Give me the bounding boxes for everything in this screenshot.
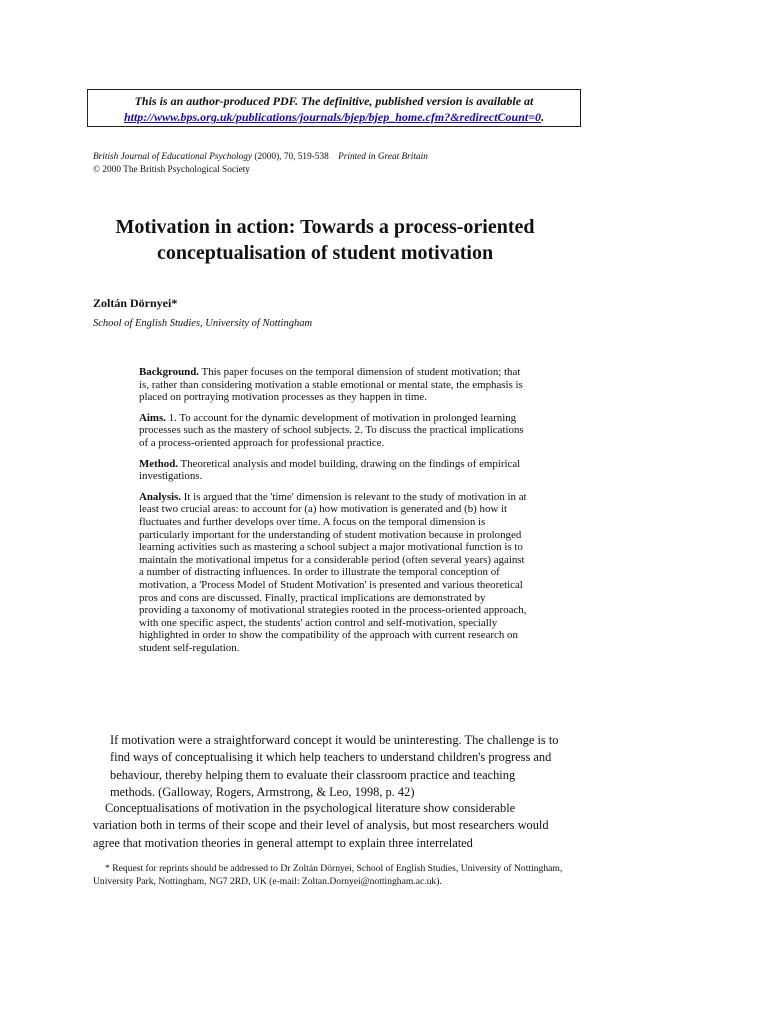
quote-text: If motivation were a straightforward concept it would be uninteresting. The challenge is to find ways of conceptualising it which help teachers to understand children's progress and behaviour, thereby helping them to evaluate their classroom practice and teaching methods. (Galloway, Rogers, Armstrong, & Leo, 1998, p. 42) bbox=[110, 733, 559, 800]
notice-link-period: . bbox=[541, 110, 545, 124]
footnote bbox=[93, 863, 563, 888]
journal-citation bbox=[93, 151, 513, 177]
method-label: Method. bbox=[139, 457, 179, 470]
abstract-method bbox=[139, 458, 529, 483]
publisher-notice-box bbox=[87, 89, 581, 127]
epigraph-quote bbox=[110, 732, 560, 802]
copyright: © 2000 The British Psychological Society bbox=[93, 165, 250, 175]
background-label: Background. bbox=[139, 366, 200, 378]
title-line-2: conceptualisation of student motivation bbox=[156, 242, 494, 264]
analysis-text: It is argued that the 'time' dimension is relevant to the study of motivation in at least two crucial areas: to account for (a) how motivation is generated and (b) how it fluctuates and further develops over time. A focus on the temporal dimension is particularly important for the understanding of student motivation because in prolonged learning activities such as mastering a school subject a major motivational function is to maintain the motivational impetus for a considerable period (often several years) against a number of distracting influences. In order to illustrate the temporal conception of motivation, a 'Process Model of Student Motivation' is presented and various theoretical pros and cons are discussed. Finally, practical implications are demonstrated by providing a taxonomy of motivational strategies rooted in the process-oriented approach, with one specific aspect, the students' action control and self-motivation, specially highlighted in order to show the compatibility of the approach with current research on student self-regulation. bbox=[139, 490, 527, 654]
printed-in: Printed in Great Britain bbox=[338, 152, 428, 162]
method-text: Theoretical analysis and model building, drawing on the findings of empirical investigations. bbox=[139, 457, 521, 483]
publisher-link[interactable]: http://www.bps.org.uk/publications/journals/bjep/bjep_home.cfm?&redirectCount=0 bbox=[123, 110, 542, 124]
paper-title bbox=[80, 214, 570, 266]
analysis-label: Analysis. bbox=[139, 490, 182, 503]
abstract-aims bbox=[139, 412, 529, 450]
notice-text: This is an author-produced PDF. The definitive, published version is available at bbox=[134, 94, 534, 108]
journal-name: British Journal of Educational Psychology bbox=[93, 152, 253, 162]
author-name: Zoltán Dörnyei* bbox=[93, 296, 178, 310]
body-text bbox=[93, 800, 561, 852]
aims-label: Aims. bbox=[139, 411, 166, 424]
author-affiliation: School of English Studies, University of Nottingham bbox=[93, 318, 313, 329]
abstract-analysis bbox=[139, 491, 529, 655]
background-text: This paper focuses on the temporal dimension of student motivation; that is, rather than considering motivation a stable emotional or mental state, the emphasis is placed on portraying motivation processes as they happen in time. bbox=[139, 366, 523, 404]
title-line-1: Motivation in action: Towards a process-oriented bbox=[115, 216, 535, 238]
aims-text: 1. To account for the dynamic development of motivation in prolonged learning processes such as the mastery of school subjects. 2. To discuss the practical implications of a process-oriented approach for professional practice. bbox=[139, 411, 524, 449]
abstract-background bbox=[139, 366, 529, 404]
footnote-text: * Request for reprints should be addressed to Dr Zoltán Dörnyei, School of English Studies, University of Nottingham, University Park, Nottingham, NG7 2RD, UK (e-mail: Zoltan.Dornyei@nottingham.ac.uk). bbox=[93, 863, 563, 887]
journal-volume: (2000), 70, 519-538 bbox=[252, 152, 329, 162]
body-paragraph: Conceptualisations of motivation in the psychological literature show considerable variation both in terms of their scope and their level of analysis, but most researchers would agree that motivation theories in general attempt to explain three interrelated bbox=[93, 801, 549, 850]
abstract bbox=[139, 366, 529, 662]
